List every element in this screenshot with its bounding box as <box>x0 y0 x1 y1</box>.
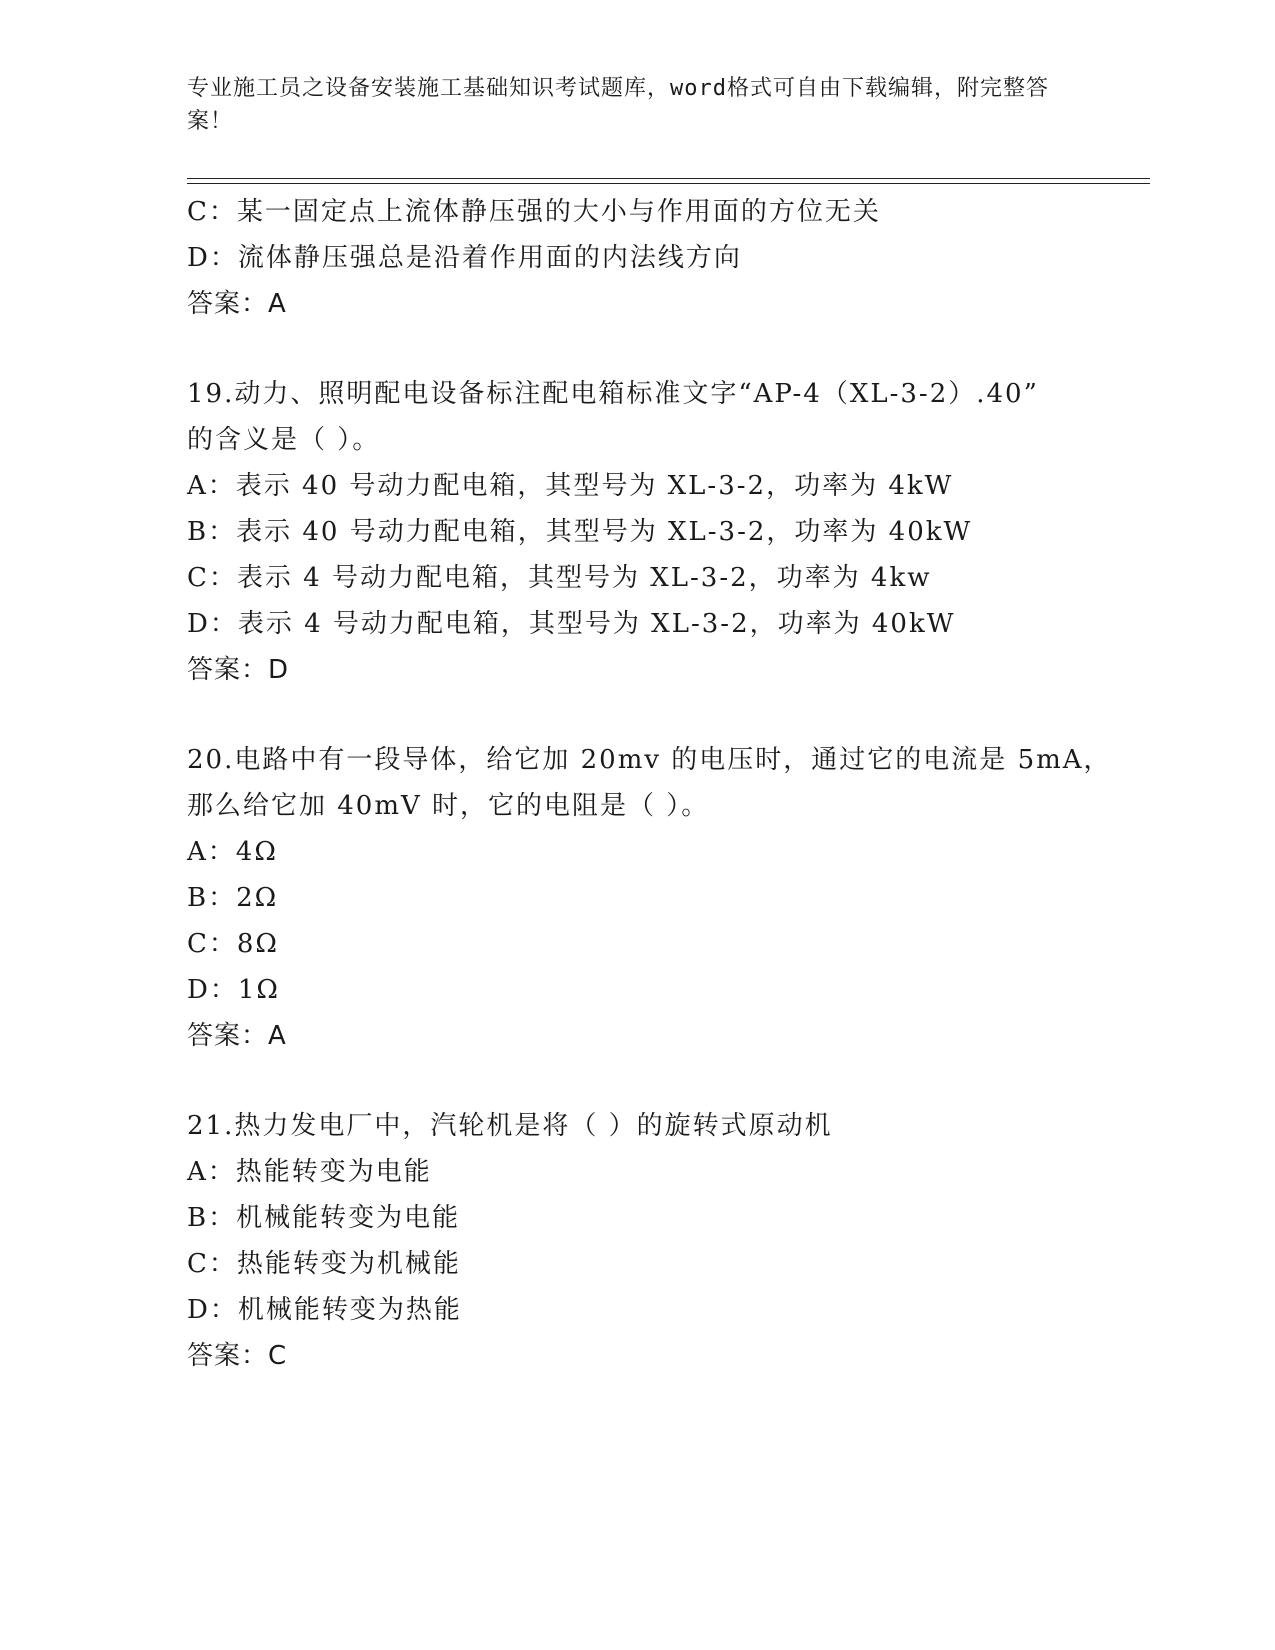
question-block-19 <box>187 371 1087 693</box>
option-d: D：表示 4 号动力配电箱，其型号为 XL-3-2，功率为 40kW <box>187 609 956 639</box>
question-block-20 <box>187 737 1112 1059</box>
document-header: 专业施工员之设备安装施工基础知识考试题库，word格式可自由下载编辑，附完整答案！ <box>187 76 1049 134</box>
option-d: D：机械能转变为热能 <box>187 1295 462 1325</box>
option-c: C：热能转变为机械能 <box>187 1249 461 1279</box>
option-a: A：表示 40 号动力配电箱，其型号为 XL-3-2，功率为 4kW <box>187 471 954 501</box>
question-stem-continued: 的含义是（ ）。 <box>187 425 381 455</box>
answer-line: 答案：A <box>187 1021 287 1051</box>
option-b: B：机械能转变为电能 <box>187 1203 461 1233</box>
question-stem-continued: 那么给它加 40mV 时，它的电阻是（ ）。 <box>187 791 710 821</box>
option-a: A：热能转变为电能 <box>187 1157 432 1187</box>
question-block-18 <box>187 189 1087 327</box>
header-rule-bottom <box>187 183 1150 184</box>
option-c: C：8Ω <box>187 929 279 959</box>
block-spacer <box>187 327 1087 371</box>
option-c: C：表示 4 号动力配电箱，其型号为 XL-3-2，功率为 4kw <box>187 563 932 593</box>
option-d: D：1Ω <box>187 975 280 1005</box>
option-c: C：某一固定点上流体静压强的大小与作用面的方位无关 <box>187 197 881 227</box>
answer-line: 答案：D <box>187 655 290 685</box>
question-stem: 20.电路中有一段导体，给它加 20mv 的电压时，通过它的电流是 5mA， <box>187 745 1112 775</box>
header-rule-top <box>187 178 1150 179</box>
option-a: A：4Ω <box>187 837 278 867</box>
question-block-21 <box>187 1103 1087 1379</box>
option-b: B：表示 40 号动力配电箱，其型号为 XL-3-2，功率为 40kW <box>187 517 973 547</box>
question-list <box>187 189 1112 1379</box>
answer-line: 答案：C <box>187 1341 288 1371</box>
answer-line: 答案：A <box>187 289 287 319</box>
question-stem: 19.动力、照明配电设备标注配电箱标准文字“AP-4（XL-3-2）.40” <box>187 379 1039 409</box>
option-b: B：2Ω <box>187 883 279 913</box>
block-spacer <box>187 1059 1087 1103</box>
question-stem: 21.热力发电厂中，汽轮机是将（ ）的旋转式原动机 <box>187 1111 833 1141</box>
block-spacer <box>187 693 1087 737</box>
option-d: D：流体静压强总是沿着作用面的内法线方向 <box>187 243 742 273</box>
